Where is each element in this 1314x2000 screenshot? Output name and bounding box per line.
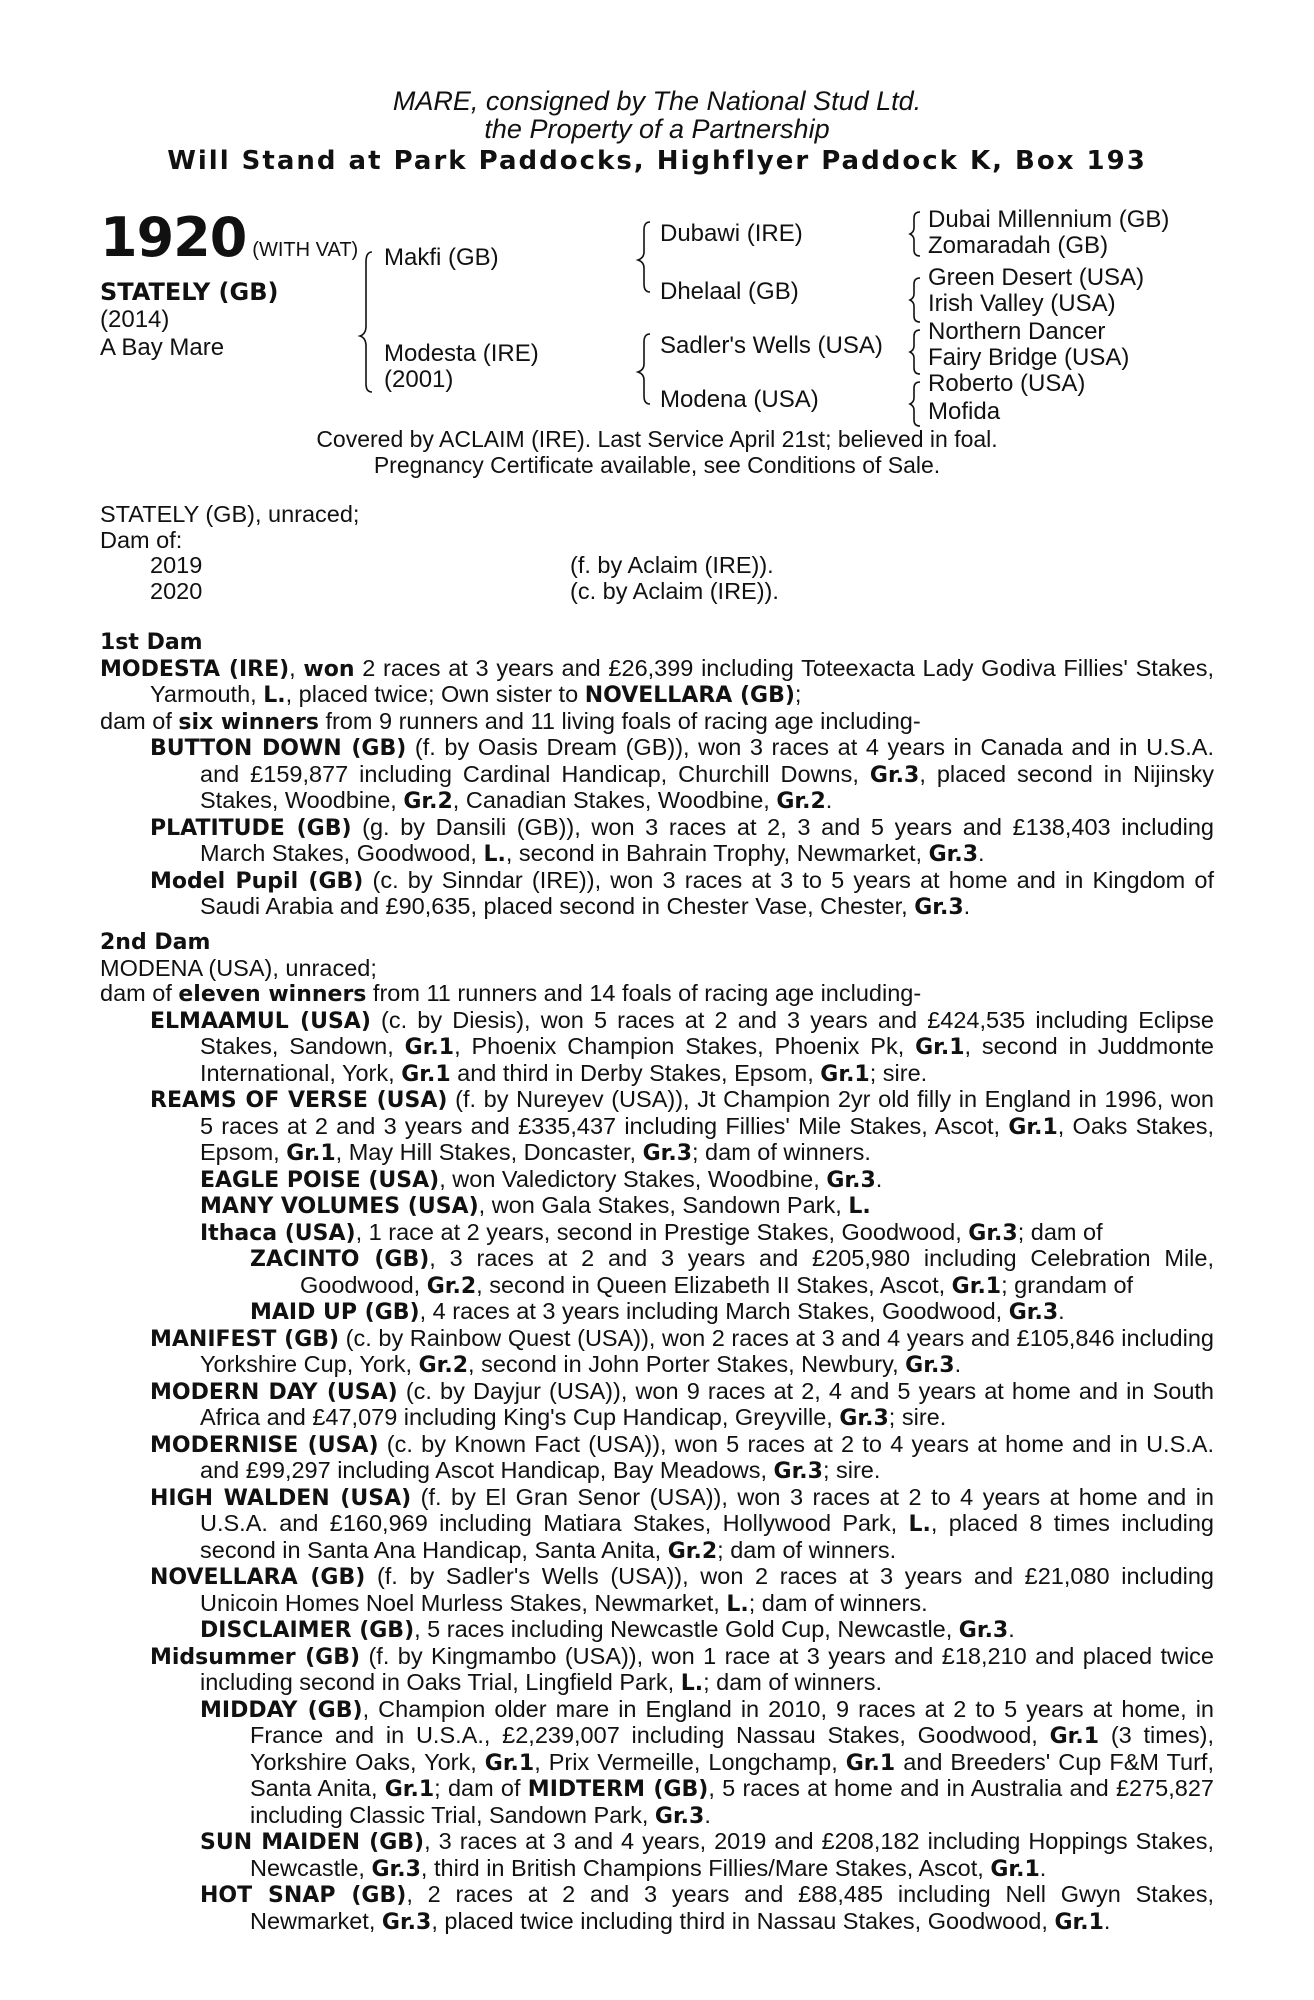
entry-text: ; grandam of [1001,1271,1134,1298]
stand-line: Will Stand at Park Paddocks, Highflyer Paddock K, Box 193 [167,146,1147,176]
grade-label: Gr.3 [958,1618,1009,1643]
entry-text: , 2 races at 2 and 3 years and £88,485 including Nell Gwyn Stakes, Newmarket, [250,1881,1214,1934]
horse-name: MODERN DAY (USA) [150,1379,398,1405]
entry-text: , Champion older mare in England in 2010, 9 races at 2 to 5 years at home, in France and in U.S.A., £2,239,007 including Nassau Stakes, Goodwood, [250,1695,1214,1748]
entry-text: , May Hill Stakes, Doncaster, [335,1139,643,1165]
offspring-entry [100,1299,1214,1326]
horse-name: Ithaca (USA) [200,1220,356,1246]
grade-label: Gr.3 [968,1220,1018,1246]
horse-year: (2014) [100,306,170,333]
offspring-entry [100,735,1214,815]
entry-text: . [954,1351,962,1377]
first-dam-section [100,630,1214,921]
produce-desc: (f. by Aclaim (IRE)). [570,552,774,578]
entry-text: (f. by Nureyev (USA)), Jt Champion 2yr old filly in England in 1996, won 5 races at 2 and 3 years and £335,437 including Fillies' Mile Stakes, Ascot, [200,1086,1215,1139]
entry-text: . [1039,1854,1047,1881]
horse-name: NOVELLARA (GB) [150,1565,366,1590]
produce-dam-of: Dam of: [100,526,183,553]
horse-name: ZACINTO (GB) [250,1247,430,1272]
winners-count: six winners [178,709,319,735]
pedigree-dam: Modesta (IRE) [384,340,539,367]
entry-text: , second in John Porter Stakes, Newbury, [468,1351,906,1377]
produce-year: 2020 [150,577,203,604]
entry-text: , 5 races at home and in Australia and £275,827 including Classic Trial, Sandown Park, [250,1775,1214,1828]
entry-text: 2 races at 3 years and £26,399 including Toteexacta Lady Godiva Fillies' Stakes, Yarmouth, [150,654,1214,707]
won-label: won [303,656,355,682]
pedigree-sire-dam: Dhelaal (GB) [660,278,799,305]
pedigree-ssd: Zomaradah (GB) [928,232,1109,259]
grade-label: Gr.1 [915,1035,965,1060]
produce-intro: STATELY (GB), unraced; [100,501,360,527]
entry-text: (3 times), Yorkshire Oaks, York, [250,1722,1214,1775]
entry-text: dam of [100,980,179,1006]
grade-label: Gr.1 [286,1141,336,1166]
lot-number: 1920 [100,206,247,269]
horse-name: EAGLE POISE (USA) [200,1167,440,1193]
entry-text: and Breeders' Cup F&M Turf, Santa Anita, [250,1748,1214,1801]
grade-label: Gr.1 [404,1035,455,1060]
grade-label: Gr.3 [642,1141,692,1166]
entry-text: . [825,787,833,813]
horse-name: ELMAAMUL (USA) [150,1008,371,1034]
produce-item [100,579,1214,605]
second-dam-heading: 2nd Dam [100,930,211,955]
entry-text: (c. by Known Fact (USA)), won 5 races at 2 to 4 years at home and in U.S.A. and £99,297 including Ascot Handicap, Bay Meadows, [200,1430,1214,1483]
grade-label: Gr.2 [667,1538,718,1564]
entry-text: , Canadian Stakes, Woodbine, [452,787,777,813]
produce-desc: (c. by Aclaim (IRE)). [570,577,779,604]
offspring-entry [100,1379,1214,1432]
grade-label: Gr.1 [1049,1724,1100,1749]
offspring-entry [100,815,1214,868]
covered-line: Covered by ACLAIM (IRE). Last Service April 21st; believed in foal. [316,426,998,452]
entry-text: , placed twice; Own sister to [285,681,585,707]
grade-label: Gr.1 [1008,1114,1058,1140]
entry-text: (c. by Diesis), won 5 races at 2 and 3 years and £424,535 including Eclipse Stakes, Sandown, [200,1006,1214,1059]
pregnancy-line: Pregnancy Certificate available, see Conditions of Sale. [373,452,941,478]
horse-name: MAID UP (GB) [250,1300,420,1325]
grade-label: L. [908,1512,931,1537]
grade-label: Gr.3 [839,1406,889,1431]
grade-label: Gr.3 [869,762,920,788]
entry-text: , placed second in Nijinsky Stakes, Woodbine, [200,760,1215,813]
grade-label: Gr.2 [403,789,453,814]
offspring-entry [100,1697,1214,1830]
entry-text: , 5 races including Newcastle Gold Cup, Newcastle, [414,1616,959,1642]
entry-text: , won Gala Stakes, Sandown Park, [478,1192,849,1218]
produce-item [100,553,1214,579]
entry-text: , second in Juddmonte International, York, [200,1033,1214,1086]
entry-text: . [978,840,985,866]
first-dam-entry: MODESTA (IRE), won 2 races at 3 years and £26,399 including Toteexacta Lady Godiva Fillies' Stakes, Yarmouth, L., placed twice; Own sister to NOVELLARA (GB); [100,654,1214,708]
horse-name: STATELY (GB) [100,278,279,306]
horse-name: BUTTON DOWN (GB) [150,736,407,761]
entry-text: from 9 runners and 11 living foals of racing age including- [318,707,921,734]
pedigree-dds: Roberto (USA) [928,370,1086,397]
grade-label: L. [483,842,506,867]
pedigree-sire: Makfi (GB) [384,244,499,271]
offspring-entry [100,1326,1214,1379]
pedigree-sss: Dubai Millennium (GB) [928,206,1170,233]
offspring-entry [100,868,1214,921]
horse-description: A Bay Mare [100,334,225,361]
grade-label: Gr.3 [1008,1300,1059,1325]
entry-text: . [704,1801,711,1828]
grade-label: L. [680,1671,704,1696]
pedigree-dam-dam: Modena (USA) [660,386,819,413]
entry-text: ; dam of [1017,1218,1103,1245]
horse-name: Midsummer (GB) [150,1644,361,1670]
grade-label: Gr.3 [826,1167,876,1193]
entry-text: , 3 races at 2 and 3 years and £205,980 including Celebration Mile, Goodwood, [300,1245,1214,1298]
produce-record [100,502,1214,604]
pedigree-dam-sire: Sadler's Wells (USA) [660,332,883,359]
entry-text: , 4 races at 3 years including March Stakes, Goodwood, [419,1298,1009,1324]
winners-count: eleven winners [178,982,367,1007]
pedigree-ddd: Mofida [928,398,1001,425]
entry-text: (g. by Dansili (GB)), won 3 races at 2, 3 and 5 years and £138,403 including March Stakes, Goodwood, [200,813,1214,866]
pedigree-dss: Northern Dancer [928,318,1106,345]
horse-name: MIDDAY (GB) [200,1697,363,1723]
horse-name: HOT SNAP (GB) [200,1883,407,1908]
entry-text: ; dam of winners. [692,1139,871,1165]
entry-text: ; dam of [434,1775,528,1801]
grade-label: Gr.1 [951,1273,1002,1299]
entry-text: ; dam of winners. [748,1589,928,1616]
offspring-entry [100,1087,1214,1167]
grade-label: Gr.1 [990,1856,1040,1882]
offspring-entry [100,1246,1214,1299]
horse-name: MODERNISE (USA) [150,1432,379,1458]
grade-label: Gr.1 [1054,1909,1104,1935]
grade-label: Gr.3 [914,895,964,920]
entry-text: . [963,893,971,919]
entry-text: ; dam of winners. [703,1669,883,1695]
entry-text: , second in Bahrain Trophy, Newmarket, [505,840,929,866]
pedigree-dam-year: (2001) [384,366,454,393]
first-dam-damof [100,709,1214,736]
offspring-entry [100,1617,1214,1644]
grade-label: Gr.1 [484,1750,535,1776]
entry-text: (c. by Sinndar (IRE)), won 3 races at 3 to 5 years at home and in Kingdom of Saudi Arabia and £90,635, placed second in Chester Vase, Chester, [200,866,1214,919]
horse-name: PLATITUDE (GB) [150,815,352,841]
entry-text: (f. by El Gran Senor (USA)), won 3 races at 2 to 4 years at home and in U.S.A. and £160,969 including Matiara Stakes, Hollywood Park, [200,1483,1214,1536]
horse-name: DISCLAIMER (GB) [200,1618,415,1643]
offspring-entry [100,1829,1214,1882]
entry-text: ; sire. [869,1059,928,1086]
grade-label: Gr.3 [928,842,979,867]
grade-label: Gr.1 [384,1777,435,1802]
entry-text: . [1058,1298,1065,1324]
grade-label: L. [726,1591,749,1617]
offspring-entry [100,1485,1214,1565]
entry-text: , placed twice including third in Nassau Stakes, Goodwood, [431,1907,1055,1934]
entry-text: dam of [100,707,179,734]
consignor-line: MARE, consigned by The National Stud Ltd. [392,86,922,116]
horse-name: REAMS OF VERSE (USA) [150,1088,448,1113]
entry-text: ; [794,681,802,707]
grade-label: Gr.2 [776,789,826,814]
grade-label: L. [848,1194,871,1219]
property-line: the Property of a Partnership [484,114,830,144]
grade-label: Gr.3 [381,1909,432,1935]
grade-label: Gr.1 [845,1750,896,1776]
horse-name: SUN MAIDEN (GB) [200,1830,425,1855]
horse-name: MIDTERM (GB) [527,1777,709,1802]
horse-name: MODESTA (IRE) [100,656,290,682]
entry-text: , Prix Vermeille, Longchamp, [534,1748,846,1775]
entry-text: , 1 race at 2 years, second in Prestige Stakes, Goodwood, [355,1218,969,1245]
offspring-entry [100,1432,1214,1485]
second-dam-section [100,930,1214,1935]
entry-text: , Oaks Stakes, Epsom, [200,1112,1214,1165]
grade-label: Gr.3 [905,1353,955,1378]
grade-label: Gr.3 [773,1459,823,1484]
entry-text: , placed 8 times including second in Santa Ana Handicap, Santa Anita, [200,1510,1214,1563]
entry-text: (f. by Kingmambo (USA)), won 1 race at 3 years and £18,210 and placed twice including second in Oaks Trial, Lingfield Park, [200,1642,1214,1695]
offspring-entry [100,1882,1214,1935]
entry-text: and third in Derby Stakes, Epsom, [450,1059,821,1086]
grade-label: Gr.1 [820,1061,870,1087]
horse-name: MANY VOLUMES (USA) [200,1194,479,1219]
entry-text: , Phoenix Champion Stakes, Phoenix Pk, [454,1033,916,1059]
first-dam-heading: 1st Dam [100,630,203,655]
entry-text: , won Valedictory Stakes, Woodbine, [439,1165,827,1192]
grade-label: Gr.1 [401,1061,451,1087]
offspring-entry [100,1167,1214,1194]
produce-year: 2019 [150,552,203,578]
second-dam-intro: MODENA (USA), unraced; [100,954,377,981]
entry-text: , 3 races at 3 and 4 years, 2019 and £208,182 including Hoppings Stakes, Newcastle, [250,1828,1214,1881]
entry-text: (c. by Dayjur (USA)), won 9 races at 2, 4 and 5 years at home and in South Africa and £47,079 including King's Cup Handicap, Greyville, [200,1377,1214,1430]
pedigree-sds: Green Desert (USA) [928,264,1145,291]
entry-text: (f. by Oasis Dream (GB)), won 3 races at 4 years in Canada and in U.S.A. and £159,877 including Cardinal Handicap, Churchill Downs, [200,734,1214,787]
horse-name: HIGH WALDEN (USA) [150,1485,412,1511]
pedigree-sdd: Irish Valley (USA) [928,290,1116,317]
entry-text: . [875,1165,883,1192]
horse-name: Model Pupil (GB) [150,868,364,894]
entry-text: (c. by Rainbow Quest (USA)), won 2 races at 3 and 4 years and £105,846 including Yorkshire Cup, York, [200,1324,1214,1377]
entry-text: (f. by Sadler's Wells (USA)), won 2 races at 3 years and £21,080 including Unicoin Homes Noel Murless Stakes, Newmarket, [200,1563,1214,1616]
horse-name: MANIFEST (GB) [150,1326,340,1352]
offspring-entry [100,1193,1214,1220]
entry-text: ; sire. [822,1457,881,1483]
offspring-entry [100,1220,1214,1247]
entry-text: from 11 runners and 14 foals of racing age including- [366,980,922,1006]
vat-note: (WITH VAT) [252,239,359,261]
horse-name: NOVELLARA (GB) [584,683,795,708]
entry-text: ; sire. [888,1404,947,1430]
offspring-entry [100,1644,1214,1697]
entry-text: . [1008,1616,1015,1642]
offspring-entry [100,1008,1214,1088]
grade-label: L. [263,683,286,708]
grade-label: Gr.2 [426,1273,477,1299]
grade-label: Gr.2 [418,1353,469,1378]
entry-text: . [1103,1907,1111,1934]
second-dam-damof [100,981,1214,1008]
entry-text: , second in Queen Elizabeth II Stakes, Ascot, [476,1271,952,1298]
grade-label: Gr.3 [654,1803,705,1829]
offspring-entry [100,1564,1214,1617]
entry-text: , third in British Champions Fillies/Mare Stakes, Ascot, [420,1854,991,1881]
grade-label: Gr.3 [371,1856,421,1882]
pedigree-dsd: Fairy Bridge (USA) [928,344,1130,371]
pedigree-sire-sire: Dubawi (IRE) [660,220,803,247]
entry-text: ; dam of winners. [717,1536,897,1563]
